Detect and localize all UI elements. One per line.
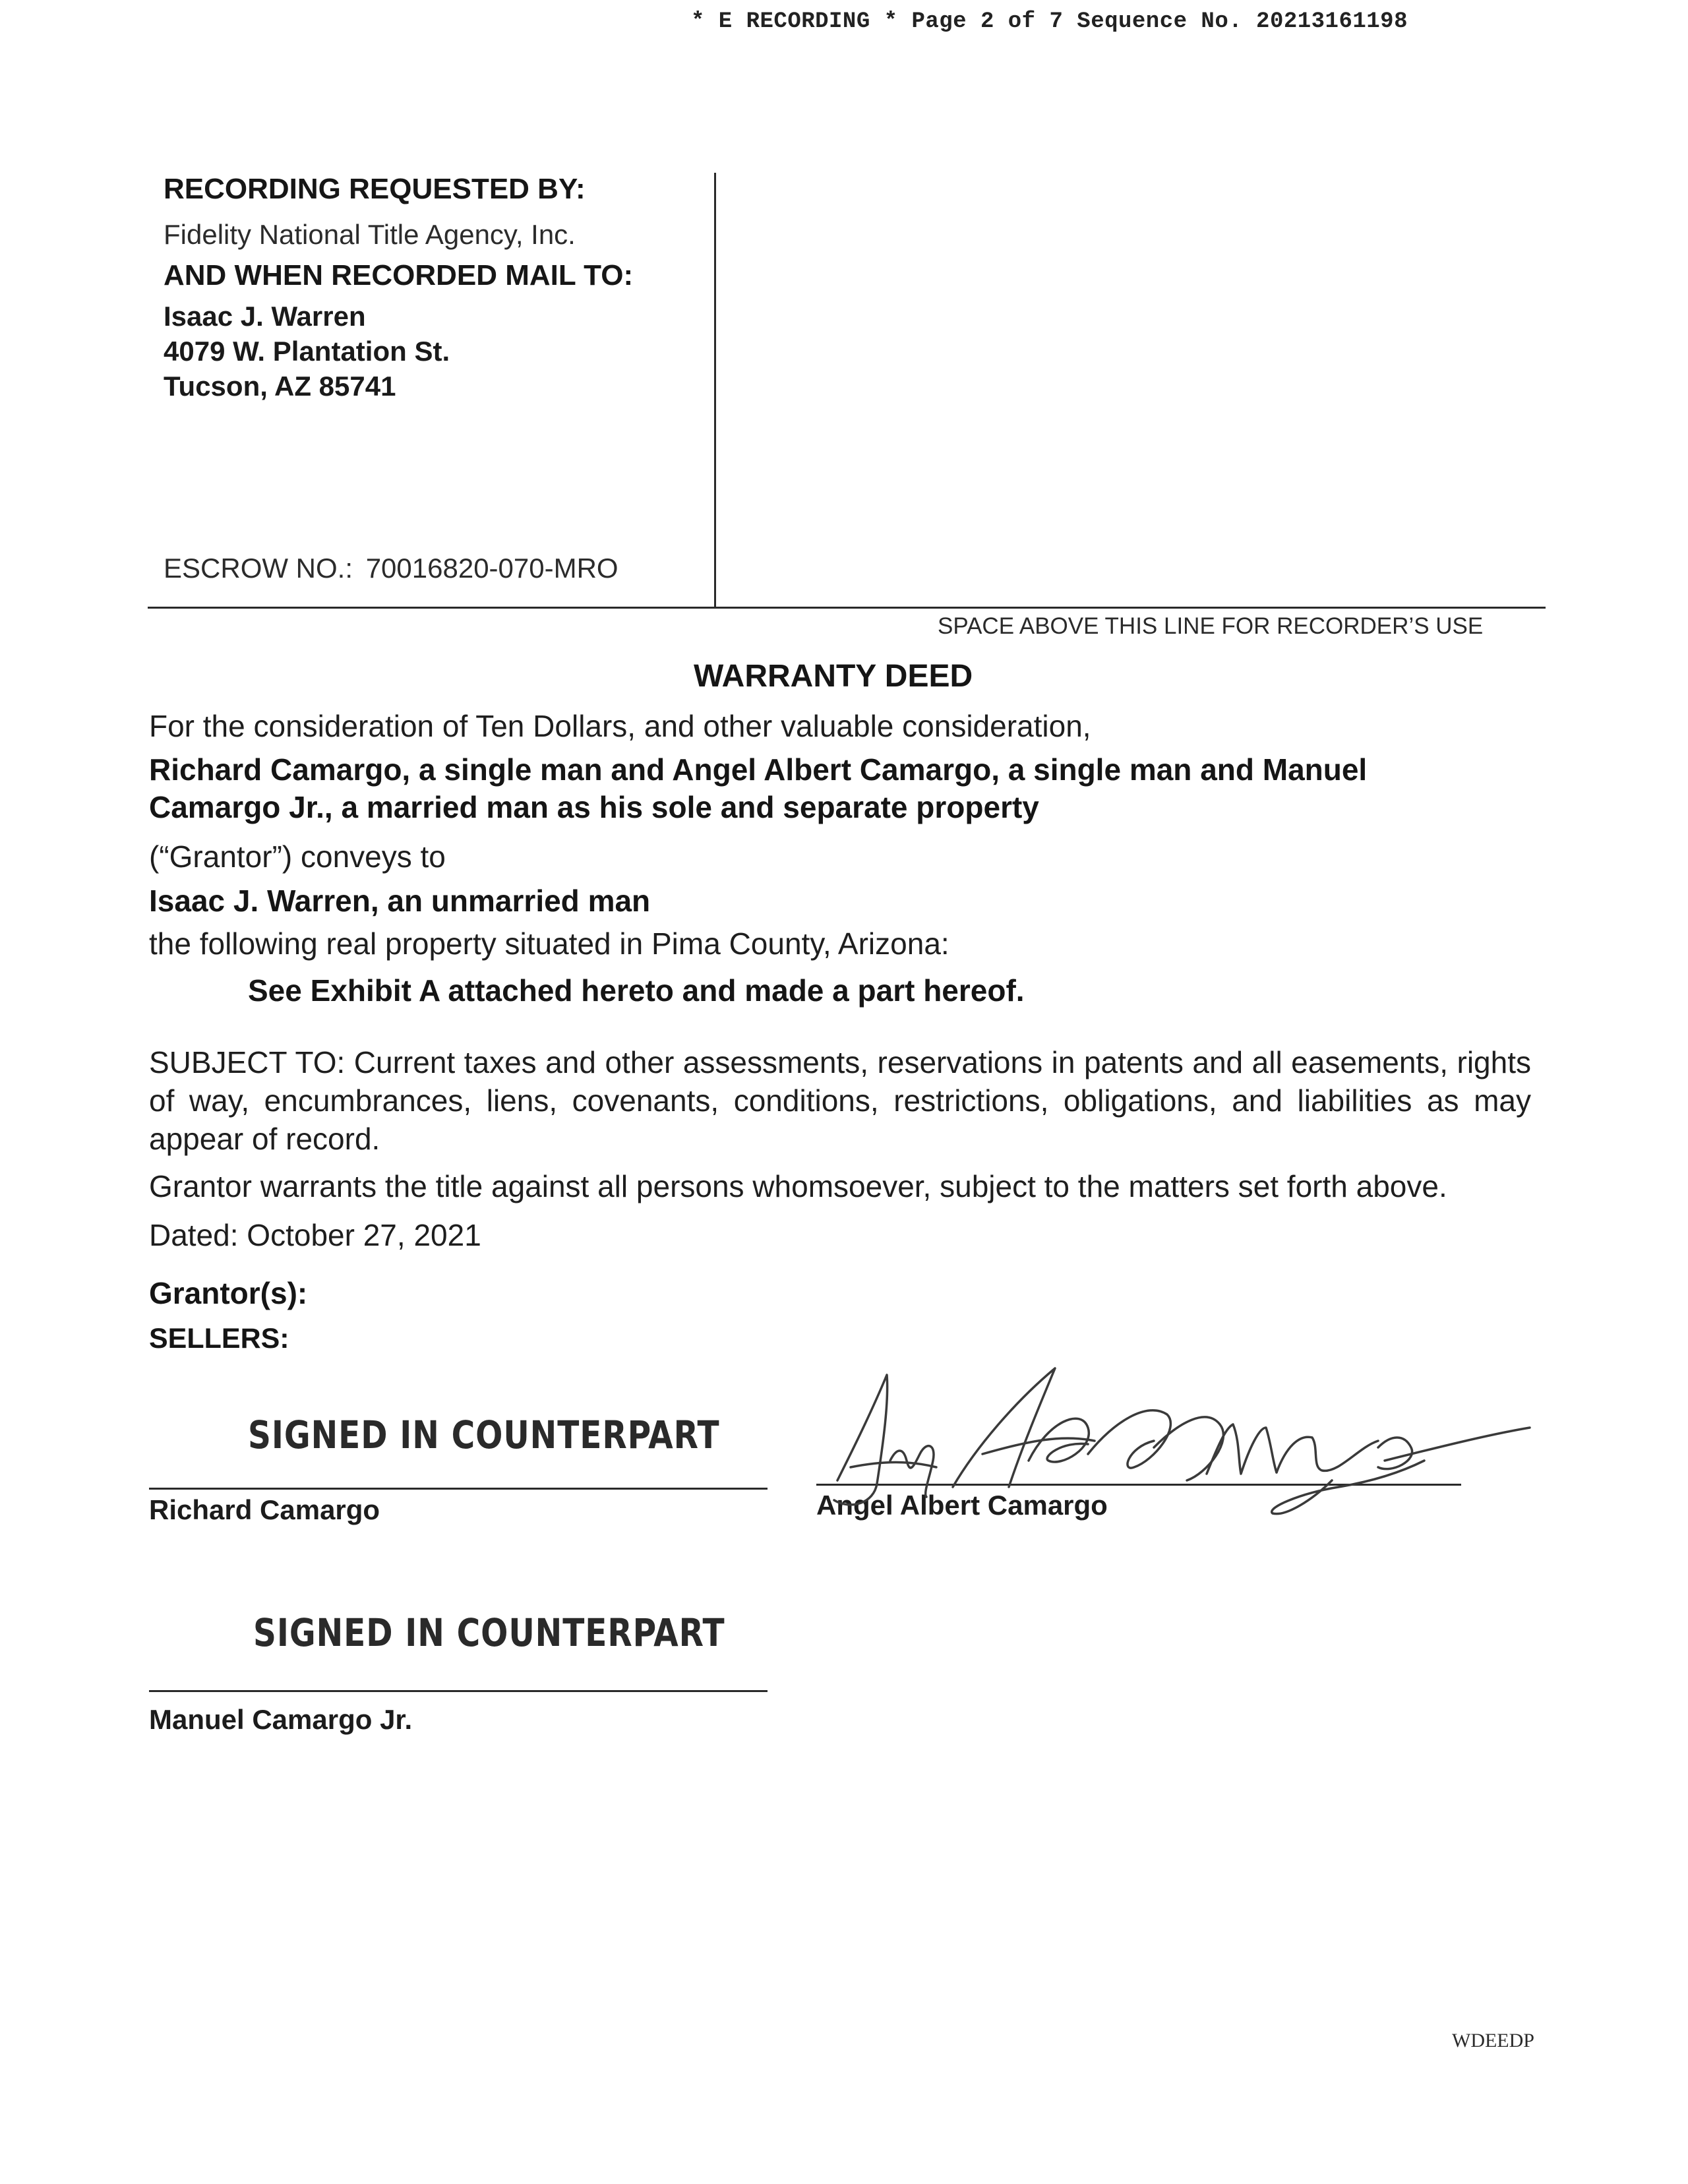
- grantee: Isaac J. Warren, an unmarried man: [149, 884, 651, 918]
- counterpart-stamp-1: SIGNED IN COUNTERPART: [248, 1412, 720, 1457]
- recording-box-divider: [714, 173, 716, 608]
- signature-line-3: [149, 1690, 768, 1692]
- mail-to-city: Tucson, AZ 85741: [164, 371, 396, 402]
- conveys-clause: (“Grantor”) conveys to: [149, 839, 446, 874]
- escrow-label: ESCROW NO.:: [164, 553, 353, 584]
- document-title: WARRANTY DEED: [694, 659, 973, 694]
- requested-by-label: RECORDING REQUESTED BY:: [164, 173, 586, 205]
- property-intro: the following real property situated in Pima County, Arizona:: [149, 926, 950, 961]
- escrow-value: 70016820-070-MRO: [365, 553, 618, 584]
- requested-by-value: Fidelity National Title Agency, Inc.: [164, 219, 576, 250]
- escrow-number: [164, 553, 618, 584]
- signer-name-3: Manuel Camargo Jr.: [149, 1704, 413, 1735]
- recorder-use-line: [148, 607, 1546, 609]
- signature-line-1: [149, 1488, 768, 1490]
- sellers-label: SELLERS:: [149, 1323, 289, 1354]
- handwritten-signature: [811, 1362, 1536, 1540]
- mail-to-name: Isaac J. Warren: [164, 301, 366, 332]
- grantors-line-1: Richard Camargo, a single man and Angel Albert Camargo, a single man and Manuel: [149, 752, 1368, 787]
- warranty-clause: Grantor warrants the title against all persons whomsoever, subject to the matters set forth above.: [149, 1169, 1447, 1203]
- grantors-label: Grantor(s):: [149, 1276, 308, 1310]
- signer-name-2: Angel Albert Camargo: [816, 1490, 1108, 1521]
- signer-name-1: Richard Camargo: [149, 1494, 380, 1525]
- consideration-clause: For the consideration of Ten Dollars, and other valuable consideration,: [149, 709, 1091, 743]
- recorder-note: SPACE ABOVE THIS LINE FOR RECORDER’S USE: [938, 613, 1484, 639]
- dated-line: Dated: October 27, 2021: [149, 1218, 481, 1252]
- exhibit-reference: See Exhibit A attached hereto and made a part hereof.: [248, 973, 1025, 1008]
- grantors-line-2: Camargo Jr., a married man as his sole and separate property: [149, 790, 1039, 824]
- mail-to-street: 4079 W. Plantation St.: [164, 336, 450, 367]
- form-code: WDEEDP: [1452, 2030, 1534, 2051]
- recording-header: * E RECORDING * Page 2 of 7 Sequence No. 20213161198: [691, 9, 1408, 34]
- mail-to-label: AND WHEN RECORDED MAIL TO:: [164, 259, 634, 291]
- counterpart-stamp-2: SIGNED IN COUNTERPART: [253, 1610, 725, 1655]
- subject-to-clause: SUBJECT TO: Current taxes and other assessments, reservations in patents and all easements, rights of way, encumbrances, liens, covenants, conditions, restrictions, obligations, and liabilities as may appear of record.: [149, 1045, 1531, 1156]
